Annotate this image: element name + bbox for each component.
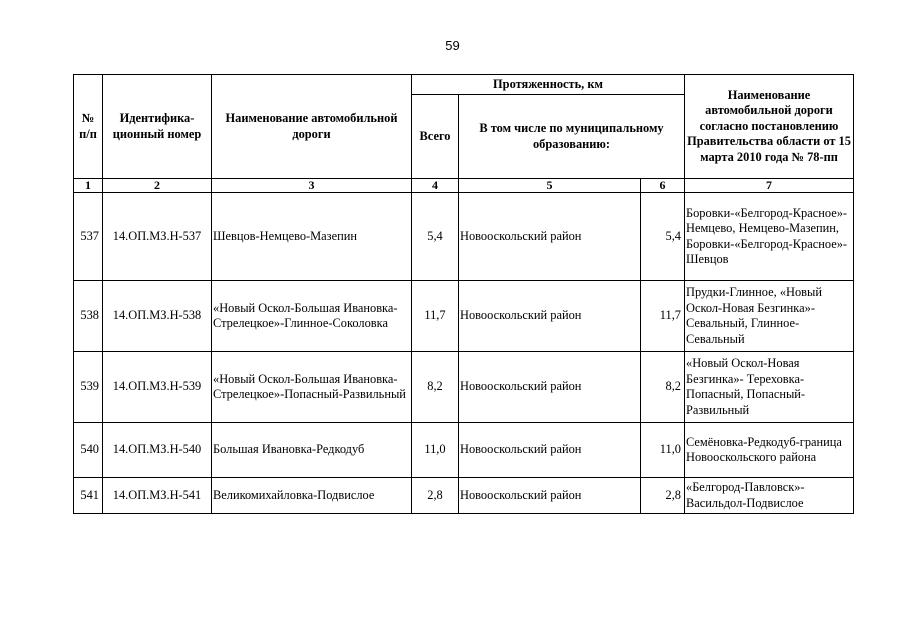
row-district-km: 11,0 [641,423,685,478]
row-resolution-name: «Белгород-Павловск»-Васильдол-Подвислое [685,478,854,514]
row-total-km: 8,2 [412,352,459,423]
table-row [74,281,854,352]
column-number: 2 [103,179,212,193]
row-resolution-name: «Новый Оскол-Новая Безгинка»- Тереховка-Попасный, Попасный-Развильный [685,352,854,423]
row-resolution-name: Боровки-«Белгород-Красное»-Немцево, Немцево-Мазепин, Боровки-«Белгород-Красное»-Шевцов [685,193,854,281]
header-length-group: Протяженность, км [412,75,685,95]
header-num: № п/п [74,75,103,179]
table-row [74,423,854,478]
row-resolution-name: Прудки-Глинное, «Новый Оскол-Новая Безгинка»-Севальный, Глинное-Севальный [685,281,854,352]
header-id: Идентифика-ционный номер [103,75,212,179]
row-num: 537 [74,193,103,281]
row-district: Новооскольский район [459,352,641,423]
row-road-name: «Новый Оскол-Большая Ивановка-Стрелецкое»-Глинное-Соколовка [212,281,412,352]
row-district-km: 2,8 [641,478,685,514]
row-district: Новооскольский район [459,423,641,478]
row-road-name: Шевцов-Немцево-Мазепин [212,193,412,281]
row-district: Новооскольский район [459,478,641,514]
header-resolution: Наименование автомобильной дороги согласно постановлению Правительства области от 15 марта 2010 года № 78-пп [685,75,854,179]
row-total-km: 11,0 [412,423,459,478]
column-number: 4 [412,179,459,193]
row-id: 14.ОП.МЗ.Н-540 [103,423,212,478]
row-total-km: 5,4 [412,193,459,281]
row-id: 14.ОП.МЗ.Н-539 [103,352,212,423]
row-total-km: 2,8 [412,478,459,514]
row-resolution-name: Семёновка-Редкодуб-граница Новооскольского района [685,423,854,478]
row-road-name: Великомихайловка-Подвислое [212,478,412,514]
row-num: 539 [74,352,103,423]
row-num: 541 [74,478,103,514]
row-district-km: 5,4 [641,193,685,281]
header-name: Наименование автомобильной дороги [212,75,412,179]
roads-table [73,74,854,514]
column-number: 1 [74,179,103,193]
row-total-km: 11,7 [412,281,459,352]
row-district: Новооскольский район [459,281,641,352]
row-district-km: 11,7 [641,281,685,352]
row-id: 14.ОП.МЗ.Н-538 [103,281,212,352]
header-total: Всего [412,95,459,179]
row-num: 540 [74,423,103,478]
row-road-name: Большая Ивановка-Редкодуб [212,423,412,478]
row-district: Новооскольский район [459,193,641,281]
table-row [74,352,854,423]
header-including: В том числе по муниципальному образованию: [459,95,685,179]
table-row [74,478,854,514]
row-num: 538 [74,281,103,352]
column-number: 6 [641,179,685,193]
row-id: 14.ОП.МЗ.Н-541 [103,478,212,514]
table-row [74,193,854,281]
row-district-km: 8,2 [641,352,685,423]
column-number: 3 [212,179,412,193]
column-number: 7 [685,179,854,193]
row-road-name: «Новый Оскол-Большая Ивановка-Стрелецкое»-Попасный-Развильный [212,352,412,423]
page-number: 59 [445,38,460,53]
row-id: 14.ОП.МЗ.Н-537 [103,193,212,281]
column-number: 5 [459,179,641,193]
